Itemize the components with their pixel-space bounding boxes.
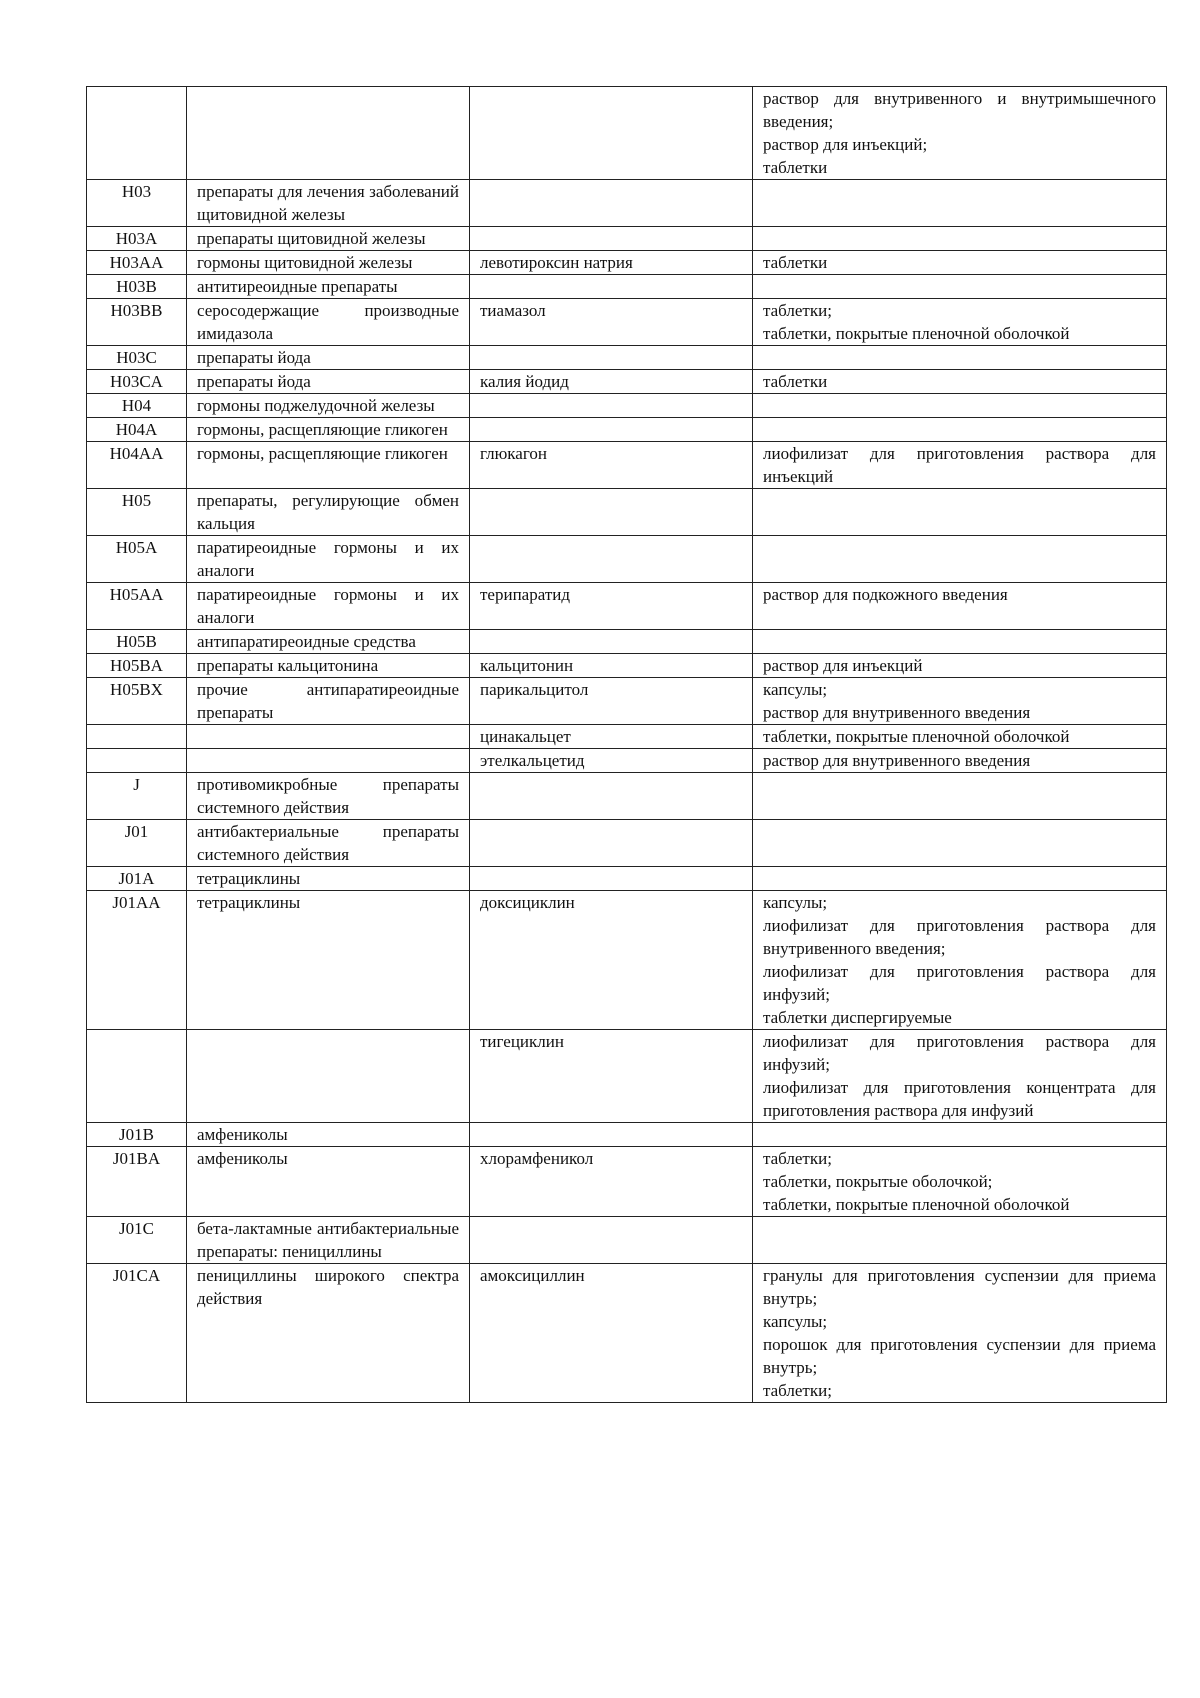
drug-name-cell xyxy=(470,1123,753,1147)
table-row xyxy=(87,773,1167,820)
anatomical-therapeutic-group-cell: гормоны щитовидной железы xyxy=(187,251,470,275)
dosage-forms-cell xyxy=(753,1264,1167,1403)
dosage-form-line: таблетки, покрытые оболочкой; xyxy=(763,1172,993,1191)
dosage-form-line: таблетки, покрытые пленочной оболочкой xyxy=(763,324,1070,343)
dosage-forms-cell xyxy=(753,489,1167,536)
anatomical-therapeutic-group-cell: антитиреоидные препараты xyxy=(187,275,470,299)
dosage-form-line: порошок для приготовления суспензии для приема внутрь; xyxy=(763,1335,1161,1377)
anatomical-therapeutic-group-cell: антибактериальные препараты системного действия xyxy=(187,820,470,867)
atc-code-cell: H04A xyxy=(87,418,187,442)
dosage-forms-cell xyxy=(753,1030,1167,1123)
atc-code-cell: H04AA xyxy=(87,442,187,489)
anatomical-therapeutic-group-cell: серосодержащие производные имидазола xyxy=(187,299,470,346)
drug-name-cell xyxy=(470,536,753,583)
drug-name-cell: глюкагон xyxy=(470,442,753,489)
atc-code-cell: H03BB xyxy=(87,299,187,346)
table-row xyxy=(87,536,1167,583)
dosage-form-line: раствор для инъекций; xyxy=(763,135,928,154)
drug-name-cell xyxy=(470,489,753,536)
atc-code-cell: H05AA xyxy=(87,583,187,630)
atc-code-cell xyxy=(87,1030,187,1123)
atc-code-cell xyxy=(87,749,187,773)
anatomical-therapeutic-group-cell: препараты йода xyxy=(187,346,470,370)
anatomical-therapeutic-group-cell: паратиреоидные гормоны и их аналоги xyxy=(187,583,470,630)
drug-name-cell xyxy=(470,820,753,867)
table-row xyxy=(87,867,1167,891)
dosage-forms-cell xyxy=(753,749,1167,773)
anatomical-therapeutic-group-cell: паратиреоидные гормоны и их аналоги xyxy=(187,536,470,583)
drug-table xyxy=(86,86,1167,1403)
anatomical-therapeutic-group-cell xyxy=(187,87,470,180)
drug-name-cell xyxy=(470,275,753,299)
dosage-form-line: лиофилизат для приготовления раствора для внутривенного введения; xyxy=(763,916,1161,958)
drug-name-cell: парикальцитол xyxy=(470,678,753,725)
table-row xyxy=(87,891,1167,1030)
atc-code-cell: J01BA xyxy=(87,1147,187,1217)
drug-name-cell xyxy=(470,180,753,227)
anatomical-therapeutic-group-cell: прочие антипаратиреоидные препараты xyxy=(187,678,470,725)
dosage-form-line: таблетки; xyxy=(763,1149,832,1168)
table-row xyxy=(87,583,1167,630)
table-row xyxy=(87,180,1167,227)
atc-code-cell: H05B xyxy=(87,630,187,654)
atc-code-cell: J01CA xyxy=(87,1264,187,1403)
atc-code-cell: H03A xyxy=(87,227,187,251)
drug-name-cell xyxy=(470,867,753,891)
anatomical-therapeutic-group-cell: гормоны поджелудочной железы xyxy=(187,394,470,418)
table-row xyxy=(87,418,1167,442)
atc-code-cell: H05BX xyxy=(87,678,187,725)
anatomical-therapeutic-group-cell: гормоны, расщепляющие гликоген xyxy=(187,442,470,489)
table-row xyxy=(87,299,1167,346)
anatomical-therapeutic-group-cell: тетрациклины xyxy=(187,891,470,1030)
atc-code-cell xyxy=(87,725,187,749)
atc-code-cell: H03B xyxy=(87,275,187,299)
dosage-forms-cell xyxy=(753,418,1167,442)
dosage-forms-cell xyxy=(753,583,1167,630)
table-row xyxy=(87,1123,1167,1147)
dosage-forms-cell xyxy=(753,678,1167,725)
table-row xyxy=(87,820,1167,867)
dosage-forms-cell xyxy=(753,1217,1167,1264)
dosage-forms-cell xyxy=(753,725,1167,749)
dosage-forms-cell xyxy=(753,87,1167,180)
drug-name-cell: калия йодид xyxy=(470,370,753,394)
table-row xyxy=(87,442,1167,489)
dosage-form-line: лиофилизат для приготовления раствора для инъекций xyxy=(763,444,1161,486)
table-row xyxy=(87,275,1167,299)
atc-code-cell: H03AA xyxy=(87,251,187,275)
dosage-forms-cell xyxy=(753,227,1167,251)
dosage-forms-cell xyxy=(753,346,1167,370)
dosage-form-line: раствор для подкожного введения xyxy=(763,585,1008,604)
table-row xyxy=(87,394,1167,418)
drug-name-cell xyxy=(470,773,753,820)
dosage-form-line: раствор для инъекций xyxy=(763,656,923,675)
drug-name-cell: тигециклин xyxy=(470,1030,753,1123)
atc-code-cell: J01A xyxy=(87,867,187,891)
dosage-form-line: таблетки, покрытые пленочной оболочкой xyxy=(763,1195,1070,1214)
atc-code-cell: H04 xyxy=(87,394,187,418)
atc-code-cell: J xyxy=(87,773,187,820)
table-row xyxy=(87,251,1167,275)
table-row xyxy=(87,346,1167,370)
dosage-forms-cell xyxy=(753,773,1167,820)
atc-code-cell xyxy=(87,87,187,180)
table-row xyxy=(87,370,1167,394)
dosage-form-line: лиофилизат для приготовления концентрата для приготовления раствора для инфузий xyxy=(763,1078,1161,1120)
drug-name-cell: амоксициллин xyxy=(470,1264,753,1403)
anatomical-therapeutic-group-cell xyxy=(187,1030,470,1123)
dosage-form-line: таблетки xyxy=(763,372,828,391)
anatomical-therapeutic-group-cell: противомикробные препараты системного действия xyxy=(187,773,470,820)
drug-name-cell: тиамазол xyxy=(470,299,753,346)
dosage-form-line: таблетки диспергируемые xyxy=(763,1008,952,1027)
dosage-forms-cell xyxy=(753,251,1167,275)
drug-name-cell: левотироксин натрия xyxy=(470,251,753,275)
dosage-forms-cell xyxy=(753,299,1167,346)
dosage-form-line: раствор для внутривенного введения xyxy=(763,751,1031,770)
anatomical-therapeutic-group-cell: препараты кальцитонина xyxy=(187,654,470,678)
drug-name-cell: хлорамфеникол xyxy=(470,1147,753,1217)
dosage-form-line: капсулы; xyxy=(763,680,828,699)
dosage-forms-cell xyxy=(753,536,1167,583)
table-row xyxy=(87,630,1167,654)
drug-name-cell: этелкальцетид xyxy=(470,749,753,773)
anatomical-therapeutic-group-cell: антипаратиреоидные средства xyxy=(187,630,470,654)
atc-code-cell: H05 xyxy=(87,489,187,536)
dosage-forms-cell xyxy=(753,370,1167,394)
atc-code-cell: H03 xyxy=(87,180,187,227)
drug-name-cell xyxy=(470,87,753,180)
table-row xyxy=(87,1217,1167,1264)
dosage-forms-cell xyxy=(753,1147,1167,1217)
drug-name-cell xyxy=(470,630,753,654)
atc-code-cell: J01C xyxy=(87,1217,187,1264)
dosage-forms-cell xyxy=(753,394,1167,418)
atc-code-cell: H05BA xyxy=(87,654,187,678)
anatomical-therapeutic-group-cell: амфениколы xyxy=(187,1147,470,1217)
anatomical-therapeutic-group-cell xyxy=(187,725,470,749)
drug-name-cell xyxy=(470,418,753,442)
dosage-forms-cell xyxy=(753,867,1167,891)
drug-name-cell: доксициклин xyxy=(470,891,753,1030)
atc-code-cell: H05A xyxy=(87,536,187,583)
dosage-forms-cell xyxy=(753,630,1167,654)
dosage-forms-cell xyxy=(753,654,1167,678)
anatomical-therapeutic-group-cell: амфениколы xyxy=(187,1123,470,1147)
dosage-forms-cell xyxy=(753,275,1167,299)
drug-table-body xyxy=(87,87,1167,1403)
table-row xyxy=(87,1264,1167,1403)
table-row xyxy=(87,725,1167,749)
drug-name-cell xyxy=(470,394,753,418)
drug-name-cell: терипаратид xyxy=(470,583,753,630)
dosage-form-line: таблетки; xyxy=(763,1381,832,1400)
drug-name-cell: цинакальцет xyxy=(470,725,753,749)
atc-code-cell: J01 xyxy=(87,820,187,867)
dosage-form-line: лиофилизат для приготовления раствора для инфузий; xyxy=(763,962,1161,1004)
atc-code-cell: H03CA xyxy=(87,370,187,394)
dosage-form-line: таблетки; xyxy=(763,301,832,320)
dosage-forms-cell xyxy=(753,891,1167,1030)
anatomical-therapeutic-group-cell: тетрациклины xyxy=(187,867,470,891)
anatomical-therapeutic-group-cell: препараты для лечения заболеваний щитовидной железы xyxy=(187,180,470,227)
table-row xyxy=(87,678,1167,725)
dosage-form-line: лиофилизат для приготовления раствора для инфузий; xyxy=(763,1032,1161,1074)
atc-code-cell: J01AA xyxy=(87,891,187,1030)
dosage-forms-cell xyxy=(753,442,1167,489)
dosage-forms-cell xyxy=(753,820,1167,867)
table-row xyxy=(87,227,1167,251)
table-row xyxy=(87,1147,1167,1217)
anatomical-therapeutic-group-cell: пенициллины широкого спектра действия xyxy=(187,1264,470,1403)
drug-name-cell xyxy=(470,1217,753,1264)
table-row xyxy=(87,654,1167,678)
dosage-form-line: гранулы для приготовления суспензии для приема внутрь; xyxy=(763,1266,1161,1308)
atc-code-cell: J01B xyxy=(87,1123,187,1147)
dosage-forms-cell xyxy=(753,1123,1167,1147)
dosage-form-line: капсулы; xyxy=(763,1312,828,1331)
table-row xyxy=(87,1030,1167,1123)
dosage-forms-cell xyxy=(753,180,1167,227)
anatomical-therapeutic-group-cell: бета-лактамные антибактериальные препараты: пенициллины xyxy=(187,1217,470,1264)
atc-code-cell: H03C xyxy=(87,346,187,370)
dosage-form-line: капсулы; xyxy=(763,893,828,912)
anatomical-therapeutic-group-cell: гормоны, расщепляющие гликоген xyxy=(187,418,470,442)
table-row xyxy=(87,87,1167,180)
dosage-form-line: таблетки, покрытые пленочной оболочкой xyxy=(763,727,1070,746)
drug-name-cell xyxy=(470,346,753,370)
anatomical-therapeutic-group-cell xyxy=(187,749,470,773)
drug-name-cell xyxy=(470,227,753,251)
anatomical-therapeutic-group-cell: препараты йода xyxy=(187,370,470,394)
table-row xyxy=(87,749,1167,773)
dosage-form-line: таблетки xyxy=(763,158,828,177)
dosage-form-line: раствор для внутривенного и внутримышечного введения; xyxy=(763,89,1161,131)
anatomical-therapeutic-group-cell: препараты, регулирующие обмен кальция xyxy=(187,489,470,536)
dosage-form-line: таблетки xyxy=(763,253,828,272)
table-row xyxy=(87,489,1167,536)
dosage-form-line: раствор для внутривенного введения xyxy=(763,703,1031,722)
anatomical-therapeutic-group-cell: препараты щитовидной железы xyxy=(187,227,470,251)
drug-name-cell: кальцитонин xyxy=(470,654,753,678)
